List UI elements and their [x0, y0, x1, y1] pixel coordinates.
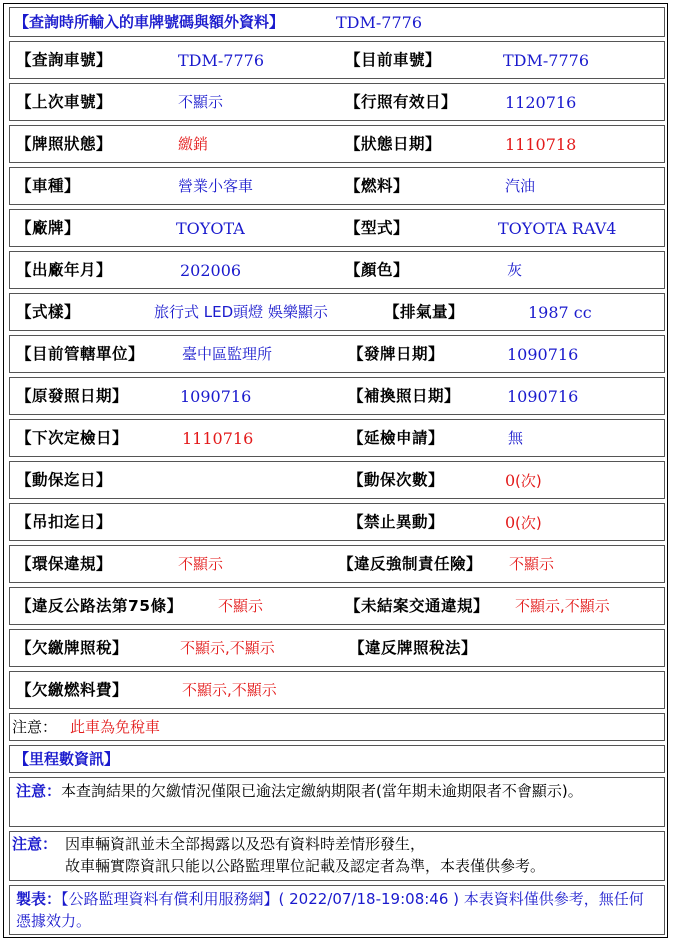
row-seizure — [9, 503, 665, 541]
row-style — [9, 293, 665, 331]
original-license-value: 1090716 — [180, 387, 252, 406]
plate-status-value: 繳銷 — [178, 135, 209, 153]
displacement-value: 1987 cc — [528, 303, 592, 322]
style-label: 【式樣】 — [16, 303, 81, 321]
lien-count-label: 【動保次數】 — [348, 471, 445, 489]
lien-until-label: 【動保迄日】 — [16, 471, 113, 489]
inspection-extension-label: 【延檢申請】 — [348, 429, 445, 447]
license-tax-violation-label: 【違反牌照稅法】 — [349, 639, 478, 657]
current-plate-label: 【目前車號】 — [345, 51, 442, 69]
arrears-notice — [9, 777, 665, 827]
color-label: 【顏色】 — [345, 261, 410, 279]
row-env-violation — [9, 545, 665, 583]
title-prefix: 【查詢時所輸入的車牌號碼與額外資料】 — [14, 13, 285, 31]
highway-law-label: 【違反公路法第75條】 — [16, 597, 183, 615]
unpaid-license-tax-label: 【欠繳牌照稅】 — [16, 639, 129, 657]
office-label: 【目前管轄單位】 — [16, 345, 145, 363]
model-value: TOYOTA RAV4 — [498, 219, 617, 238]
title-plate: TDM-7776 — [336, 13, 423, 32]
brand-label: 【廠牌】 — [16, 219, 81, 237]
unpaid-fuel-fee-label: 【欠繳燃料費】 — [16, 681, 129, 699]
row-lien — [9, 461, 665, 499]
query-plate-label: 【查詢車號】 — [16, 51, 113, 69]
row-license-tax — [9, 629, 665, 667]
reissue-license-label: 【補換照日期】 — [348, 387, 461, 405]
current-plate-value: TDM-7776 — [503, 51, 590, 70]
notice2-label: 注意： — [16, 782, 62, 800]
row-highway-law — [9, 587, 665, 625]
inspection-extension-value: 無 — [508, 429, 524, 447]
row-license-dates — [9, 377, 665, 415]
plate-status-label: 【牌照狀態】 — [16, 135, 113, 153]
row-inspection — [9, 419, 665, 457]
plate-issue-label: 【發牌日期】 — [348, 345, 445, 363]
footer-body — [16, 888, 658, 932]
transfer-ban-unit: (次) — [515, 514, 542, 532]
report-frame — [3, 3, 668, 938]
insurance-violation-label: 【違反強制責任險】 — [338, 555, 483, 573]
pending-traffic-value: 不顯示,不顯示 — [515, 597, 610, 615]
license-valid-label: 【行照有效日】 — [345, 93, 458, 111]
notice3-label: 注意： — [12, 835, 58, 853]
status-date-label: 【狀態日期】 — [345, 135, 442, 153]
notice2-body — [16, 780, 658, 802]
tax-exempt-notice — [9, 713, 665, 741]
lien-count-value: 0 — [505, 471, 516, 490]
status-date-value: 1110718 — [505, 135, 577, 154]
brand-value: TOYOTA — [176, 219, 245, 238]
license-valid-value: 1120716 — [505, 93, 577, 112]
previous-plate-label: 【上次車號】 — [16, 93, 113, 111]
previous-plate-value: 不顯示 — [178, 93, 224, 111]
insurance-violation-value: 不顯示 — [509, 555, 555, 573]
original-license-label: 【原發照日期】 — [16, 387, 129, 405]
highway-law-value: 不顯示 — [218, 597, 264, 615]
notice2-text: 本查詢結果的欠繳情況僅限已逾法定繳納期限者(當年期未逾期限者不會顯示)。 — [61, 782, 583, 800]
notice3-line2: 故車輛實際資訊只能以公路監理單位記載及認定者為準，本表僅供參考。 — [65, 857, 546, 875]
style-value: 旅行式 LED頭燈 娛樂顯示 — [154, 303, 328, 321]
query-plate-value: TDM-7776 — [178, 51, 265, 70]
disclaimer-notice — [9, 831, 665, 881]
row-fuel-fee — [9, 671, 665, 709]
office-value: 臺中區監理所 — [182, 345, 273, 363]
row-brand — [9, 209, 665, 247]
reissue-license-value: 1090716 — [507, 387, 579, 406]
row-office — [9, 335, 665, 373]
unpaid-fuel-fee-value: 不顯示,不顯示 — [182, 681, 277, 699]
fuel-label: 【燃料】 — [345, 177, 410, 195]
pending-traffic-label: 【未結案交通違規】 — [345, 597, 490, 615]
row-manufacture — [9, 251, 665, 289]
row-plate-status — [9, 125, 665, 163]
mileage-section — [9, 745, 665, 773]
row-vehicle-type — [9, 167, 665, 205]
notice1-label: 注意： — [12, 718, 58, 736]
footer-row — [9, 885, 665, 935]
next-inspection-value: 1110716 — [182, 429, 254, 448]
transfer-ban-value: 0 — [505, 513, 516, 532]
fuel-value: 汽油 — [505, 177, 536, 195]
seizure-until-label: 【吊扣迄日】 — [16, 513, 113, 531]
color-value: 灰 — [507, 261, 523, 279]
footer-label: 製表： — [16, 890, 62, 908]
row-query-plate — [9, 41, 665, 79]
vehicle-type-label: 【車種】 — [16, 177, 81, 195]
manufacture-date-value: 202006 — [180, 261, 242, 280]
lien-count-unit: (次) — [515, 472, 542, 490]
footer-text: 【公路監理資料有償利用服務網】( 2022/07/18-19:08:46 ) 本表資料僅供參考，無任何憑據效力。 — [16, 890, 644, 930]
plate-issue-value: 1090716 — [507, 345, 579, 364]
env-violation-value: 不顯示 — [178, 555, 224, 573]
vehicle-type-value: 營業小客車 — [178, 177, 254, 195]
manufacture-date-label: 【出廠年月】 — [16, 261, 113, 279]
unpaid-license-tax-value: 不顯示,不顯示 — [180, 639, 275, 657]
transfer-ban-label: 【禁止異動】 — [348, 513, 445, 531]
model-label: 【型式】 — [345, 219, 410, 237]
mileage-header: 【里程數資訊】 — [14, 750, 120, 768]
title-row — [9, 7, 665, 37]
notice3-line1: 因車輛資訊並未全部揭露以及恐有資料時差情形發生， — [65, 835, 426, 853]
env-violation-label: 【環保違規】 — [16, 555, 113, 573]
displacement-label: 【排氣量】 — [384, 303, 465, 321]
next-inspection-label: 【下次定檢日】 — [16, 429, 129, 447]
row-previous-plate — [9, 83, 665, 121]
notice1-text: 此車為免稅車 — [70, 718, 161, 736]
